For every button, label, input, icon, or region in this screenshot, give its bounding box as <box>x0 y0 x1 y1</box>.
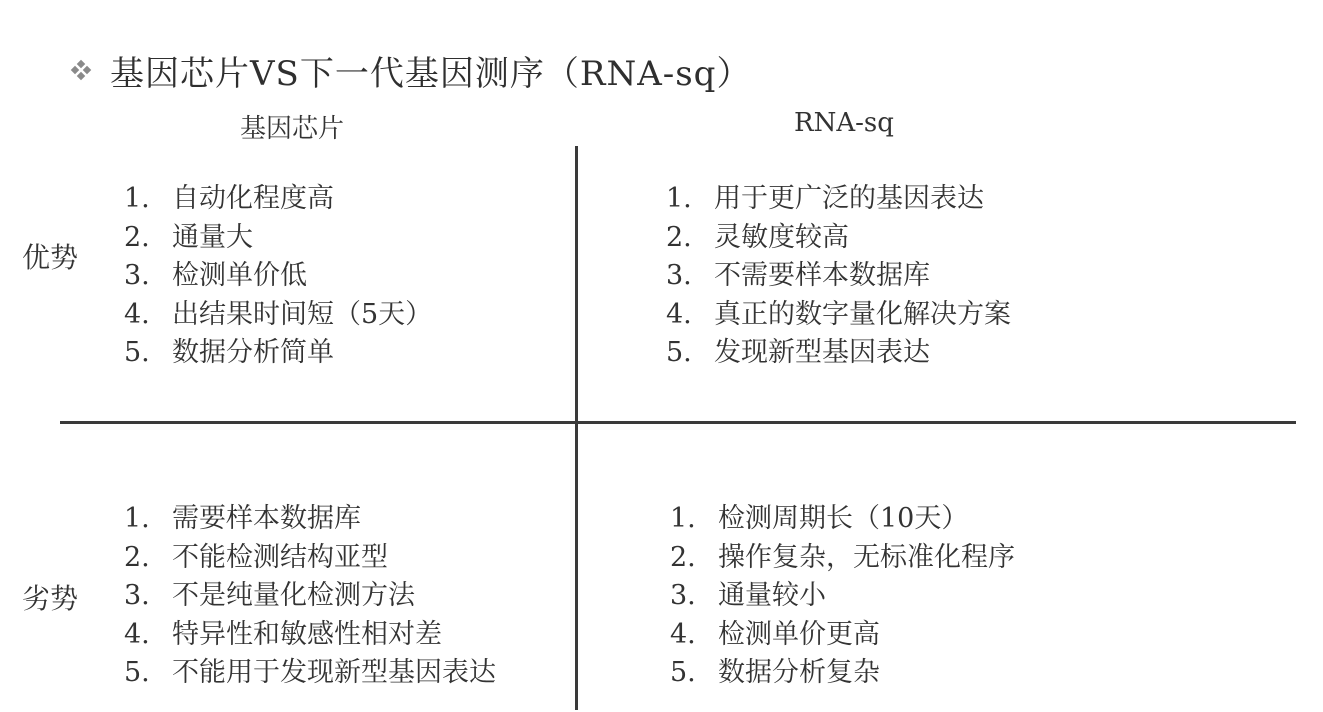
item-number: 4. <box>670 618 696 650</box>
item-text: 不能用于发现新型基因表达 <box>172 657 496 688</box>
list-item <box>124 334 432 373</box>
item-text: 需要样本数据库 <box>172 503 361 534</box>
row-label-disadvantages: 劣势 <box>22 582 79 615</box>
list-item <box>670 539 1015 578</box>
title-row <box>72 42 751 98</box>
item-text: 数据分析简单 <box>172 337 334 368</box>
list-item <box>124 257 432 296</box>
item-text: 灵敏度较高 <box>714 221 849 253</box>
item-number: 4. <box>124 618 150 650</box>
list-item <box>666 296 1011 335</box>
item-number: 4. <box>666 298 692 330</box>
list-item <box>666 180 1011 219</box>
list-item <box>124 577 496 616</box>
list-item <box>670 654 1015 693</box>
item-text: 特异性和敏感性相对差 <box>172 618 442 650</box>
list-item <box>666 257 1011 296</box>
row-label-advantages: 优势 <box>22 241 79 274</box>
list-item <box>124 500 496 539</box>
list-item <box>124 539 496 578</box>
item-text: 不是纯量化检测方法 <box>172 580 415 611</box>
item-number: 3. <box>124 260 150 291</box>
item-number: 1. <box>124 503 150 534</box>
item-text: 出结果时间短（5天） <box>172 298 433 330</box>
item-text: 用于更广泛的基因表达 <box>714 183 984 214</box>
rnaseq-advantages-list <box>666 180 1011 373</box>
item-text: 通量较小 <box>718 580 826 611</box>
list-item <box>124 180 432 219</box>
item-text: 检测单价更高 <box>718 618 880 650</box>
diamond-cluster-bullet-icon <box>72 61 90 79</box>
item-text: 检测单价低 <box>172 260 307 291</box>
item-number: 3. <box>124 580 150 611</box>
list-item <box>124 219 432 258</box>
item-number: 1. <box>670 503 696 534</box>
item-number: 5. <box>666 337 692 368</box>
item-text: 操作复杂，无标准化程序 <box>718 541 1015 573</box>
list-item <box>666 219 1011 258</box>
item-number: 5. <box>670 657 696 688</box>
list-item <box>124 296 432 335</box>
page-title: 基因芯片VS下一代基因测序（RNA-sq） <box>110 53 752 94</box>
item-text: 不需要样本数据库 <box>714 260 930 291</box>
horizontal-divider <box>60 421 1296 424</box>
item-text: 通量大 <box>172 221 253 253</box>
item-text: 检测周期长（10天） <box>718 503 969 534</box>
item-text: 数据分析复杂 <box>718 657 880 688</box>
list-item <box>124 616 496 655</box>
list-item <box>666 334 1011 373</box>
list-item <box>124 654 496 693</box>
column-header-chip: 基因芯片 <box>240 114 345 144</box>
item-number: 2. <box>670 541 696 573</box>
item-number: 5. <box>124 657 150 688</box>
item-number: 2. <box>666 221 692 253</box>
item-number: 1. <box>666 183 692 214</box>
vertical-divider <box>575 146 578 710</box>
item-number: 5. <box>124 337 150 368</box>
item-number: 3. <box>670 580 696 611</box>
rnaseq-disadvantages-list <box>670 500 1015 693</box>
item-text: 自动化程度高 <box>172 183 334 214</box>
item-number: 3. <box>666 260 692 291</box>
chip-advantages-list <box>124 180 432 373</box>
item-number: 4. <box>124 298 150 330</box>
item-text: 不能检测结构亚型 <box>172 541 388 573</box>
list-item <box>670 616 1015 655</box>
list-item <box>670 500 1015 539</box>
item-number: 2. <box>124 221 150 253</box>
item-number: 2. <box>124 541 150 573</box>
item-text: 发现新型基因表达 <box>714 337 930 368</box>
list-item <box>670 577 1015 616</box>
chip-disadvantages-list <box>124 500 496 693</box>
column-header-rnaseq: RNA-sq <box>794 108 894 138</box>
item-number: 1. <box>124 183 150 214</box>
item-text: 真正的数字量化解决方案 <box>714 298 1011 330</box>
